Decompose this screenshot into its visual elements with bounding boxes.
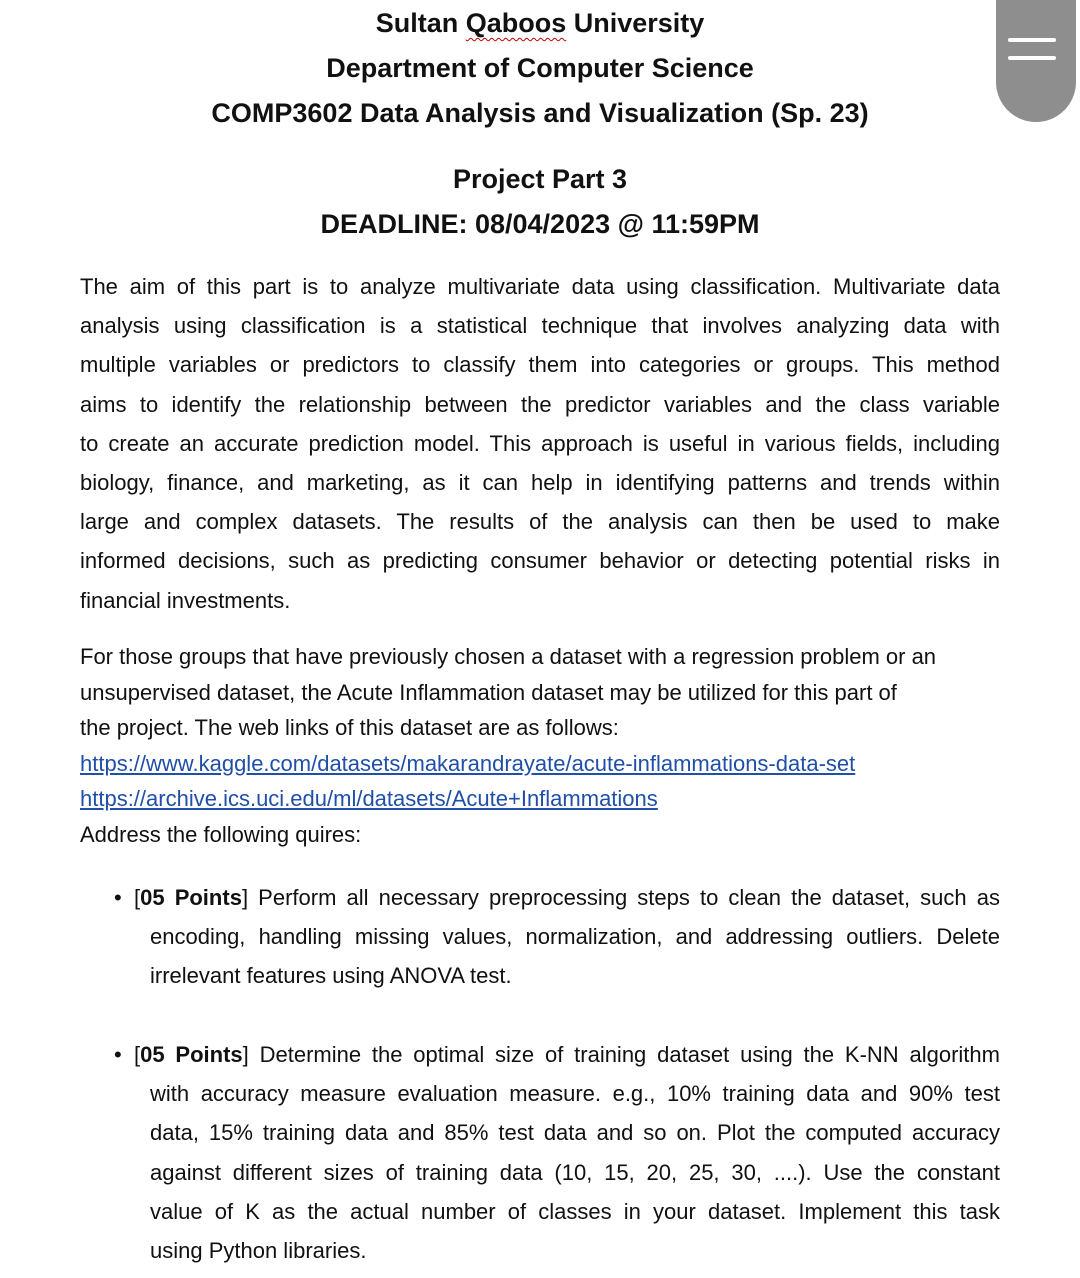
- university-prefix: Sultan: [375, 8, 466, 38]
- bullet-line: value of K as the actual number of classes in your dataset. Implement this task: [150, 1198, 1000, 1224]
- intro-line: The aim of this part is to analyze multivariate data using classification. Multivariate data: [80, 274, 1000, 299]
- points-close-bracket: ]: [242, 1042, 249, 1067]
- bullet-text: Perform all necessary preprocessing steps to clean the dataset, such as: [258, 885, 1000, 910]
- dataset-line: For those groups that have previously chosen a dataset with a regression problem or an: [80, 644, 937, 669]
- intro-line: financial investments.: [80, 587, 291, 613]
- project-title: Project Part 3: [452, 164, 628, 194]
- dataset-line: the project. The web links of this dataset are as follows:: [80, 715, 619, 741]
- menu-handle-button[interactable]: [996, 0, 1076, 122]
- course-title: COMP3602 Data Analysis and Visualization (Sp. 23): [211, 98, 869, 128]
- query-bullet-1: [114, 878, 1000, 996]
- query-bullet-2: [114, 1035, 1000, 1270]
- intro-line: analysis using classification is a statistical technique that involves analyzing data with: [80, 313, 1000, 339]
- deadline-title: DEADLINE: 08/04/2023 @ 11:59PM: [320, 209, 760, 239]
- department-title: Department of Computer Science: [326, 53, 754, 83]
- intro-line: informed decisions, such as predicting consumer behavior or detecting potential risks in: [80, 548, 1000, 574]
- points-label: 05 Points: [140, 885, 242, 910]
- intro-line: large and complex datasets. The results of the analysis can then be used to make: [80, 509, 1000, 535]
- bullet-text: Determine the optimal size of training dataset using the K-NN algorithm: [259, 1042, 1000, 1067]
- intro-line: multiple variables or predictors to classify them into categories or groups. This method: [80, 352, 1000, 378]
- bullet-first-line: [134, 878, 1000, 917]
- bullet-line: using Python libraries.: [150, 1238, 367, 1264]
- uci-dataset-link[interactable]: https://archive.ics.uci.edu/ml/datasets/Acute+Inflammations: [80, 786, 658, 812]
- intro-paragraph: [80, 267, 1000, 620]
- points-close-bracket: ]: [241, 885, 249, 910]
- university-title: [0, 6, 1080, 40]
- bullet-line: against different sizes of training data (10, 15, 20, 25, 30, ....). Use the constant: [150, 1159, 1000, 1185]
- bullet-line: data, 15% training data and 85% test data and so on. Plot the computed accuracy: [150, 1120, 1000, 1146]
- bullet-icon: •: [114, 1042, 122, 1067]
- bullet-line: irrelevant features using ANOVA test.: [150, 963, 512, 989]
- dataset-paragraph: [80, 639, 1000, 853]
- intro-line: biology, finance, and marketing, as it can help in identifying patterns and trends within: [80, 470, 1000, 496]
- university-spellcheck-word: Qaboos: [465, 8, 567, 38]
- university-suffix: University: [566, 8, 705, 38]
- bullet-first-line: [134, 1035, 1000, 1074]
- queries-intro: Address the following quires:: [80, 821, 362, 847]
- bullet-line: with accuracy measure evaluation measure. e.g., 10% training data and 90% test: [150, 1081, 1000, 1107]
- intro-line: aims to identify the relationship between the predictor variables and the class variable: [80, 391, 1000, 417]
- kaggle-dataset-link[interactable]: https://www.kaggle.com/datasets/makarandrayate/acute-inflammations-data-set: [80, 750, 856, 776]
- points-open-bracket: [: [134, 1042, 141, 1067]
- bullet-icon: •: [114, 885, 122, 910]
- bullet-line: encoding, handling missing values, normalization, and addressing outliers. Delete: [150, 924, 1000, 950]
- intro-line: to create an accurate prediction model. This approach is useful in various fields, including: [80, 430, 1000, 456]
- points-open-bracket: [: [134, 885, 141, 910]
- dataset-line: unsupervised dataset, the Acute Inflammation dataset may be utilized for this part of: [80, 679, 897, 705]
- points-label: 05 Points: [140, 1042, 243, 1067]
